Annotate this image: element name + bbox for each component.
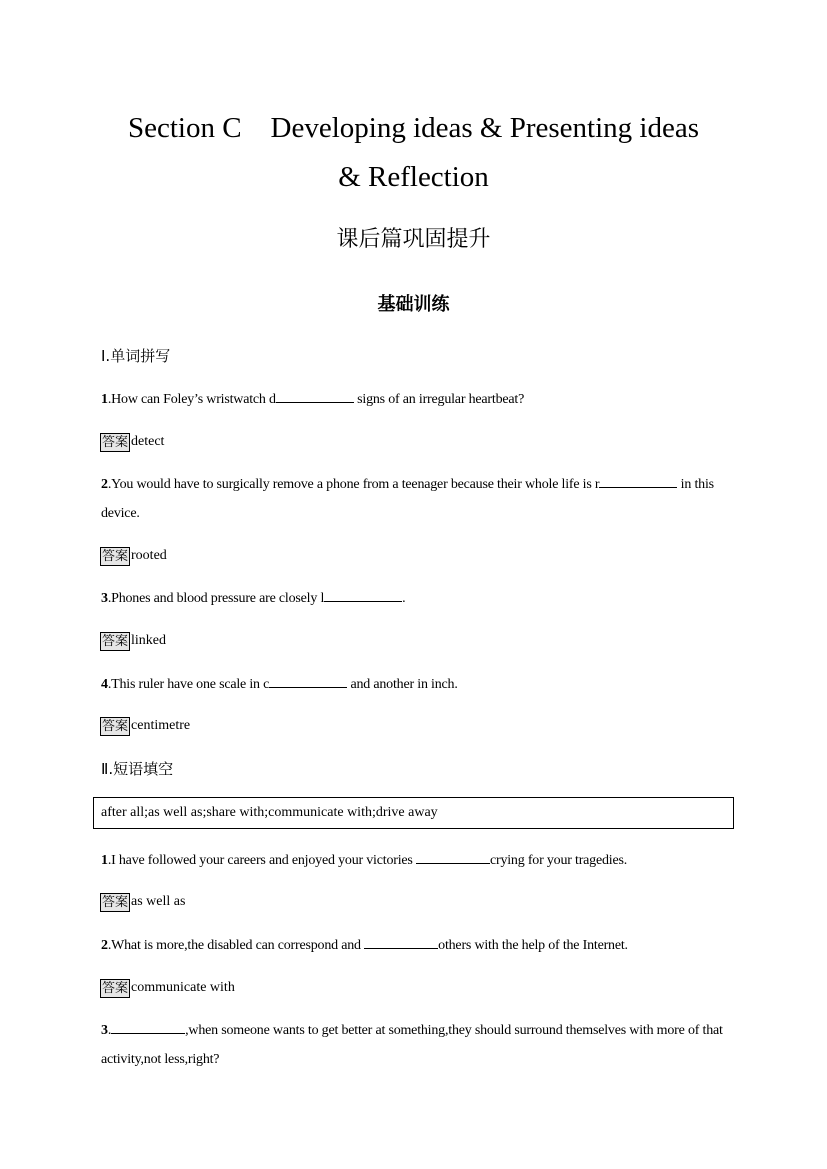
answer-blank [324, 586, 402, 602]
question-1-1 [101, 385, 731, 414]
answer-blank [269, 672, 347, 688]
level-heading: 基础训练 [377, 294, 450, 315]
question-number: 1 [101, 853, 108, 868]
answer-text: linked [131, 633, 167, 648]
page-title-line-1: Section C Developing ideas & Presenting ideas [127, 112, 700, 144]
question-2-2 [101, 931, 731, 960]
answer-blank [276, 387, 354, 403]
answer-1-3 [100, 631, 166, 651]
answer-blank [111, 1018, 185, 1034]
answer-label: 答案 [102, 894, 129, 910]
answer-blank [599, 472, 677, 488]
question-text-before: .What is more,the disabled can correspond and [107, 938, 365, 953]
phrase-bank-box: after all;as well as;share with;communicate with;drive away [93, 797, 734, 829]
question-text-before: .This ruler have one scale in c [107, 677, 270, 692]
question-1-2 [101, 470, 731, 528]
section-heading-phrases: Ⅱ.短语填空 [101, 760, 174, 778]
section-heading-spelling: Ⅰ.单词拼写 [101, 347, 171, 365]
answer-blank [364, 933, 438, 949]
question-number: 3 [101, 1023, 108, 1038]
question-text-before: .I have followed your careers and enjoyed your victories [107, 853, 416, 868]
answer-label: 答案 [102, 434, 129, 450]
question-text-after: ,when someone wants to get better at something,they should surround themselves with more of that activity,not less,right? [101, 1023, 723, 1067]
question-text-before: .Phones and blood pressure are closely l [107, 591, 325, 606]
question-text-before: .How can Foley’s wristwatch d [107, 392, 276, 407]
question-text-after: crying for your tragedies. [489, 853, 628, 868]
answer-text: as well as [131, 894, 186, 909]
question-number: 2 [101, 938, 108, 953]
question-text-after: signs of an irregular heartbeat? [353, 392, 525, 407]
question-text-before: .You would have to surgically remove a phone from a teenager because their whole life is r [107, 477, 600, 492]
page-title-line-2: & Reflection [338, 161, 489, 193]
question-2-1 [101, 846, 731, 875]
page-subtitle: 课后篇巩固提升 [336, 227, 491, 252]
question-text-after: others with the help of the Internet. [438, 938, 628, 953]
answer-2-2 [100, 978, 235, 998]
answer-1-2 [100, 546, 167, 566]
answer-text: rooted [131, 548, 167, 563]
question-1-4 [101, 670, 731, 699]
answer-2-1 [100, 892, 185, 912]
answer-text: centimetre [131, 718, 191, 733]
answer-label: 答案 [102, 980, 129, 996]
answer-text: detect [131, 434, 165, 449]
question-text-after: and another in inch. [347, 677, 458, 692]
question-1-3 [101, 584, 731, 613]
answer-1-1 [100, 432, 164, 452]
answer-text: communicate with [131, 980, 235, 995]
question-number: 4 [101, 677, 108, 692]
answer-label: 答案 [102, 718, 129, 734]
question-text-before: . [107, 1023, 112, 1038]
question-number: 2 [101, 477, 108, 492]
answer-blank [416, 848, 490, 864]
question-2-3 [101, 1016, 733, 1074]
answer-label: 答案 [102, 633, 129, 649]
answer-1-4 [100, 716, 190, 736]
question-number: 1 [101, 392, 108, 407]
question-text-after: in this device. [101, 477, 714, 521]
answer-label: 答案 [102, 548, 129, 564]
question-number: 3 [101, 591, 108, 606]
question-text-after: . [402, 591, 406, 606]
